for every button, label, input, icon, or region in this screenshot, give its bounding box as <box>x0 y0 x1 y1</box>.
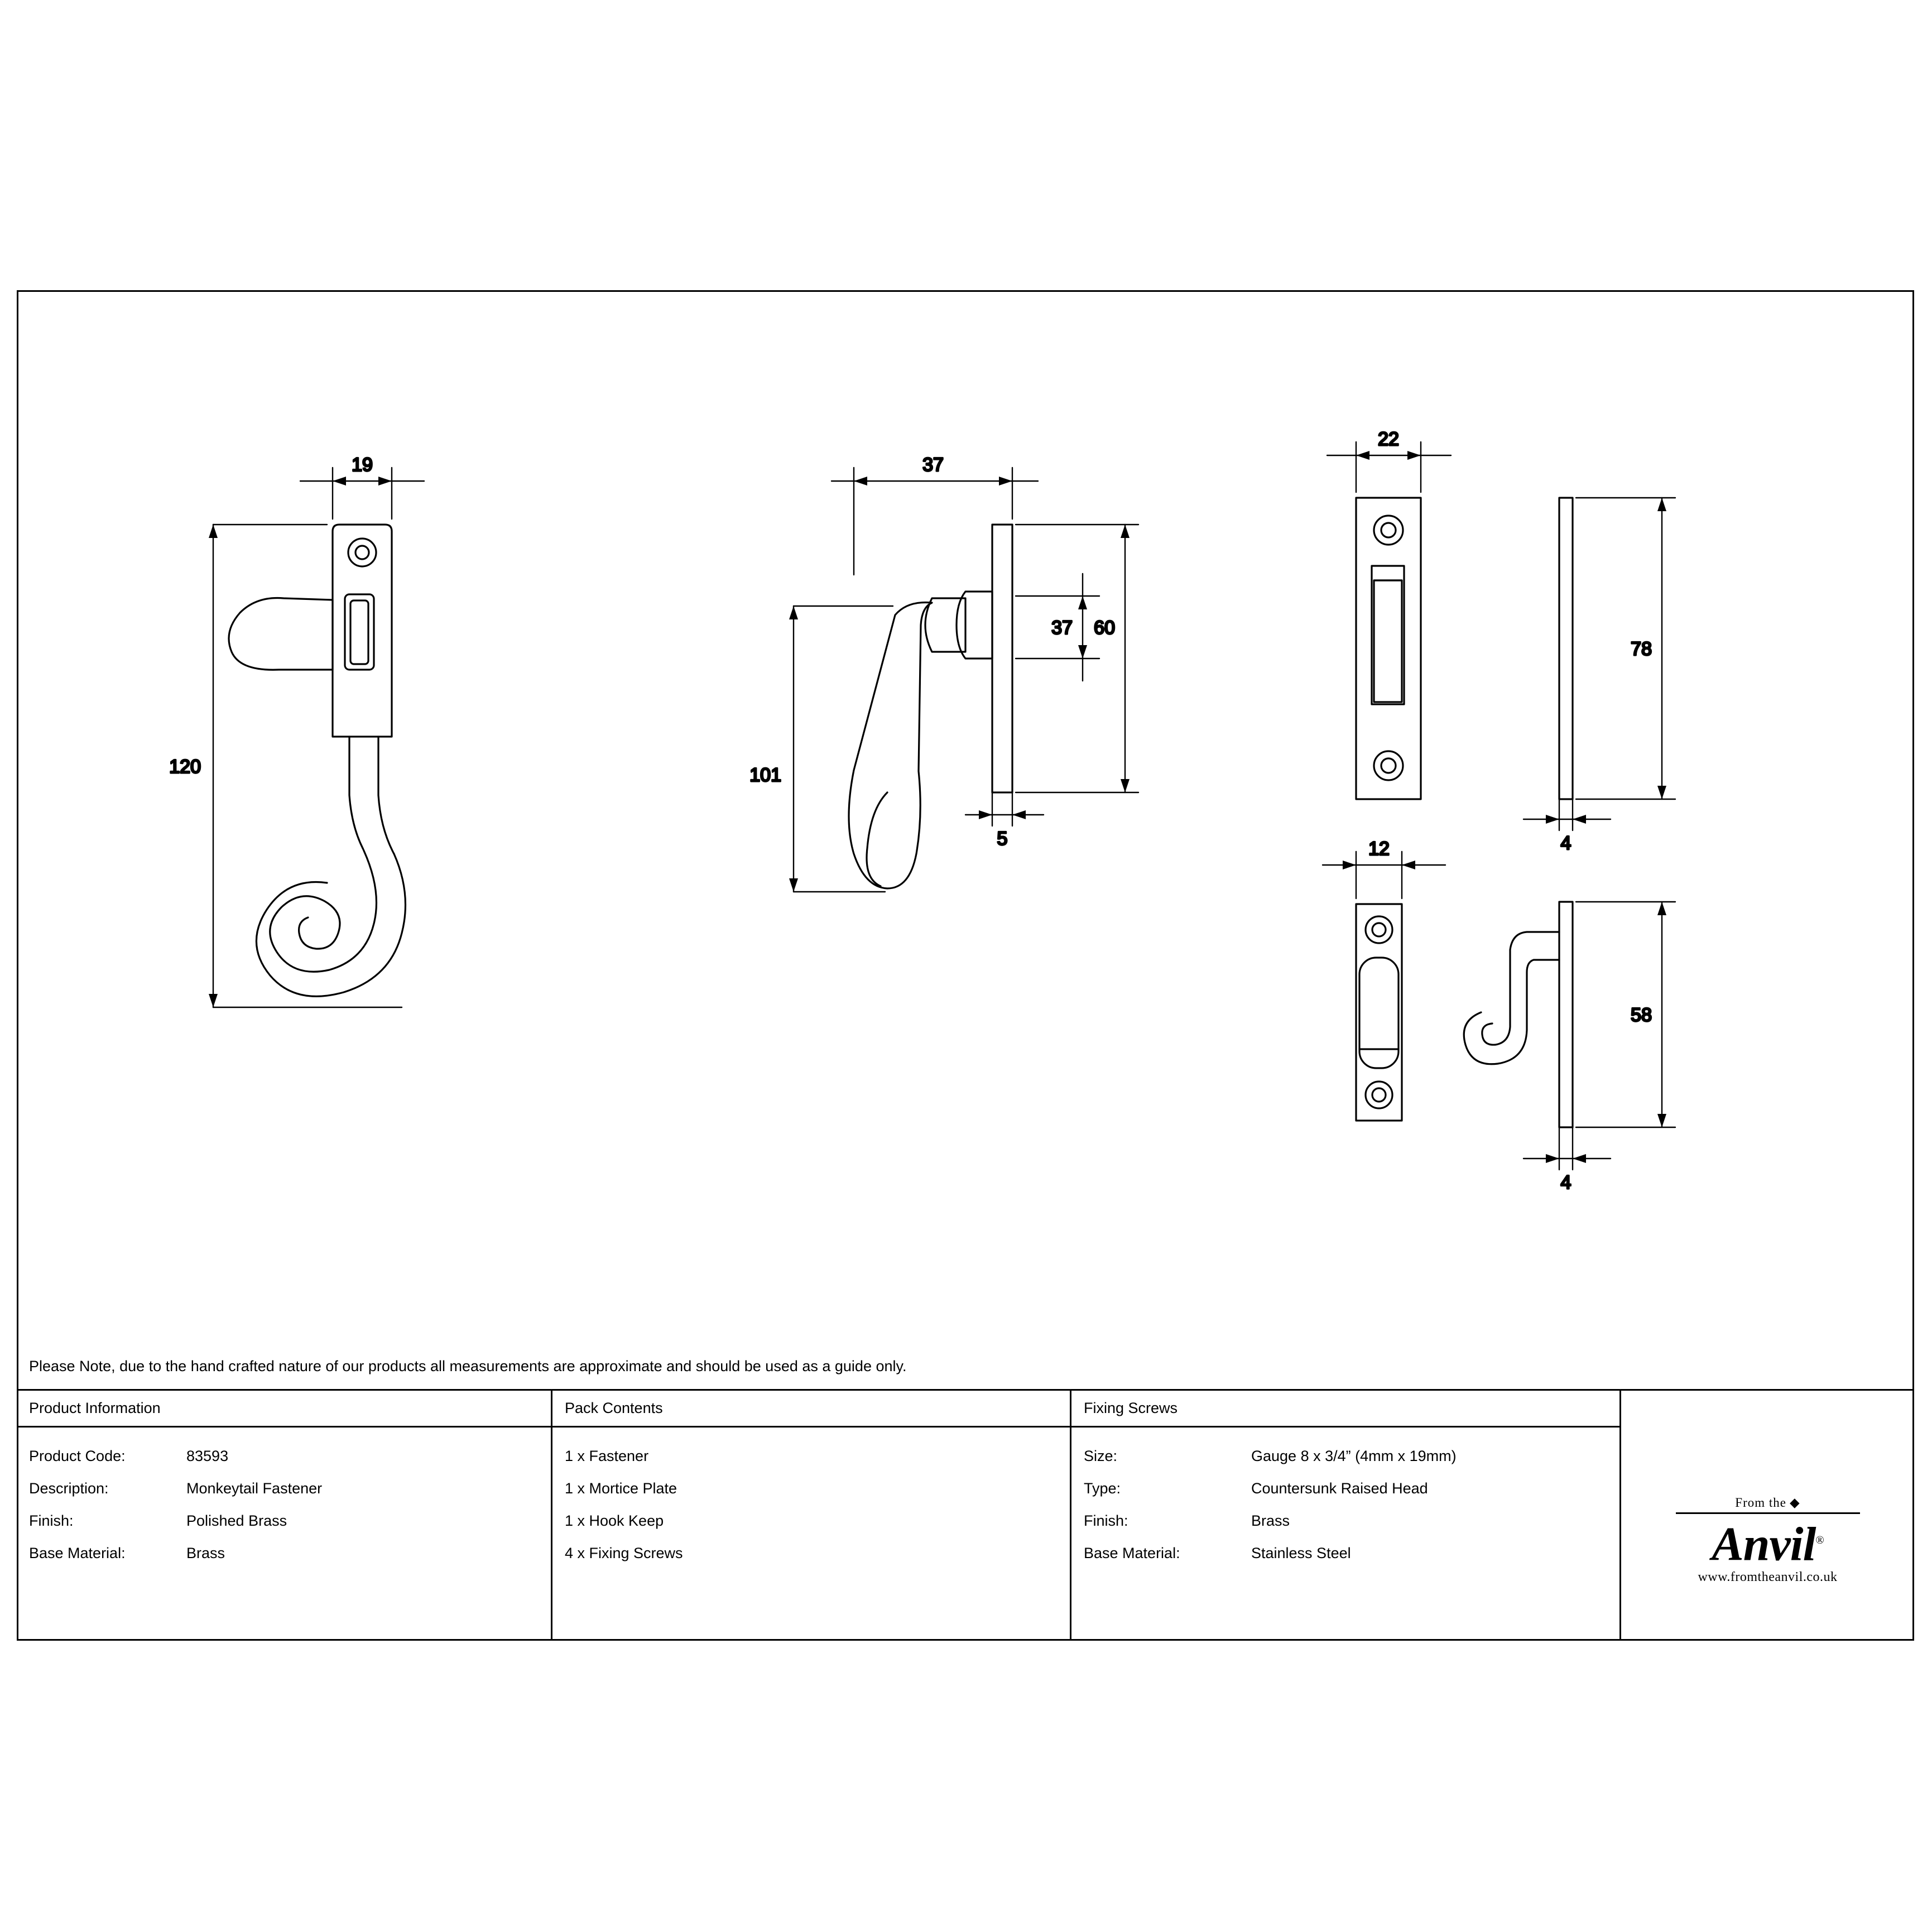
view-side-elevation <box>849 525 1012 888</box>
table-row <box>1071 1505 1619 1537</box>
finish-key: Finish: <box>29 1512 74 1529</box>
header-fixing-screws-label: Fixing Screws <box>1084 1400 1178 1416</box>
measurement-note: Please Note, due to the hand crafted nature of our products all measurements are approximate and should be used as a guide only. <box>17 1344 1914 1391</box>
table-row <box>17 1472 551 1505</box>
dim-4-mortice <box>1524 799 1611 830</box>
dim-label-37-right: 37 <box>1051 617 1073 638</box>
base-material-value: Brass <box>186 1545 225 1561</box>
screw-type-value: Countersunk Raised Head <box>1251 1480 1428 1497</box>
table-body-row <box>17 1428 1914 1641</box>
dim-label-101: 101 <box>749 765 781 786</box>
dim-58 <box>1576 902 1675 1127</box>
screw-finish-value: Brass <box>1251 1512 1290 1529</box>
pack-contents-cell <box>552 1428 1071 1641</box>
header-pack-contents <box>552 1391 1071 1428</box>
dim-label-5: 5 <box>997 828 1008 849</box>
screw-type-key: Type: <box>1084 1480 1121 1497</box>
dim-4-keep <box>1524 1127 1611 1170</box>
screw-finish-key: Finish: <box>1084 1512 1128 1529</box>
product-code-key: Product Code: <box>29 1448 126 1464</box>
logo-wordmark-text: Anvil <box>1712 1517 1816 1571</box>
screw-base-material-key: Base Material: <box>1084 1545 1180 1561</box>
dim-label-22: 22 <box>1378 429 1399 450</box>
dim-37-top <box>832 468 1038 575</box>
logo-url: www.fromtheanvil.co.uk <box>1698 1570 1838 1585</box>
dim-label-4-mortice: 4 <box>1560 833 1571 854</box>
dim-label-78: 78 <box>1631 638 1652 660</box>
screw-size-value: Gauge 8 x 3/4” (4mm x 19mm) <box>1251 1448 1457 1464</box>
list-item: 1 x Fastener <box>565 1448 649 1464</box>
header-product-information-label: Product Information <box>29 1400 161 1416</box>
screw-base-material-value: Stainless Steel <box>1251 1545 1351 1561</box>
from-the-anvil-logo <box>1621 1440 1914 1641</box>
view-mortice-plate-side <box>1559 498 1573 799</box>
table-header-row <box>17 1391 1914 1428</box>
dim-101 <box>789 606 893 892</box>
table-row <box>1071 1537 1619 1569</box>
diamond-icon: ◆ <box>1790 1495 1800 1510</box>
registered-mark: ® <box>1815 1534 1824 1546</box>
list-item: 1 x Hook Keep <box>565 1512 664 1529</box>
dim-label-4-keep: 4 <box>1560 1172 1571 1193</box>
logo-top-text: From the <box>1735 1495 1786 1510</box>
base-material-key: Base Material: <box>29 1545 126 1561</box>
dim-label-19: 19 <box>352 454 373 475</box>
product-information-cell <box>17 1428 552 1641</box>
dim-label-120: 120 <box>169 756 201 777</box>
screw-size-key: Size: <box>1084 1448 1118 1464</box>
table-row <box>1071 1472 1619 1505</box>
dim-label-60: 60 <box>1094 617 1115 638</box>
information-table <box>17 1344 1914 1641</box>
table-row <box>1071 1440 1619 1472</box>
header-fixing-screws <box>1071 1391 1621 1428</box>
header-product-information <box>17 1391 552 1428</box>
fixing-screws-cell <box>1071 1428 1621 1641</box>
dim-label-58: 58 <box>1631 1005 1652 1026</box>
header-logo-cell <box>1621 1391 1914 1428</box>
logo-wordmark <box>1712 1516 1824 1571</box>
table-row <box>17 1505 551 1537</box>
dim-5 <box>965 792 1044 826</box>
view-hook-keep-front <box>1356 904 1402 1121</box>
product-code-value: 83593 <box>186 1448 229 1464</box>
table-row <box>17 1440 551 1472</box>
drawing-area <box>17 290 1914 1345</box>
list-item: 1 x Mortice Plate <box>565 1480 677 1497</box>
description-value: Monkeytail Fastener <box>186 1480 323 1497</box>
header-pack-contents-label: Pack Contents <box>565 1400 663 1416</box>
list-item: 4 x Fixing Screws <box>565 1545 683 1561</box>
dim-label-12: 12 <box>1368 838 1390 859</box>
table-row <box>17 1537 551 1569</box>
drawings-svg <box>17 290 1914 1345</box>
dim-78 <box>1576 498 1675 799</box>
logo-top-line <box>1735 1496 1800 1510</box>
logo-divider <box>1676 1512 1860 1514</box>
finish-value: Polished Brass <box>186 1512 287 1529</box>
view-mortice-plate-front <box>1356 498 1421 799</box>
view-hook-keep-side <box>1464 902 1573 1127</box>
description-key: Description: <box>29 1480 109 1497</box>
dim-label-37-top: 37 <box>922 454 944 475</box>
view-front-elevation <box>229 525 405 996</box>
brand-logo-cell <box>1621 1428 1914 1641</box>
